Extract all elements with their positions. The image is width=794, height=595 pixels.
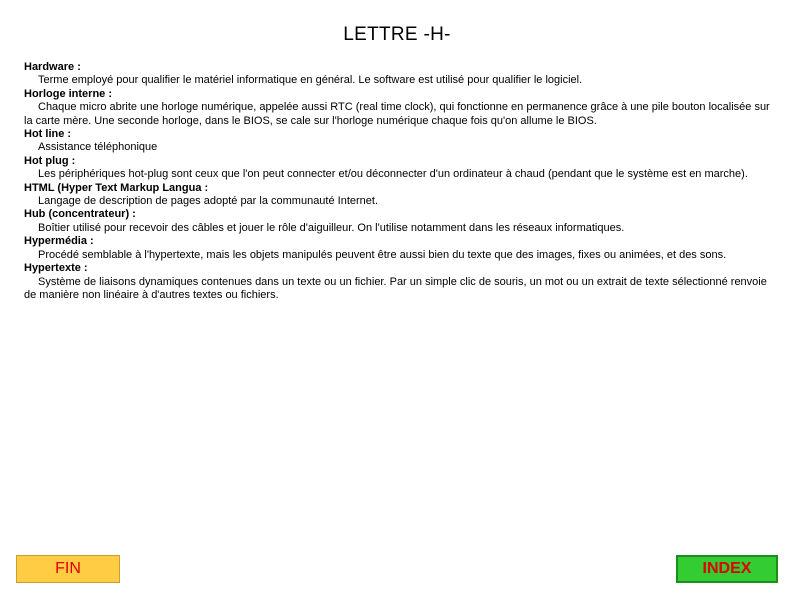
- entry-definition: Boîtier utilisé pour recevoir des câbles et jouer le rôle d'aiguilleur. On l'utilise notamment dans les réseaux informatiques.: [38, 221, 625, 234]
- entry-definition: Procédé semblable à l'hypertexte, mais les objets manipulés peuvent être aussi bien du texte que des images, fixes ou animées, et des sons.: [38, 248, 727, 261]
- entry-definition: Langage de description de pages adopté par la communauté Internet.: [38, 195, 379, 208]
- glossary: [24, 61, 770, 302]
- glossary-entry: [24, 262, 770, 302]
- entry-definition: Assistance téléphonique: [38, 141, 158, 154]
- glossary-entry: [24, 88, 770, 128]
- glossary-entry: [24, 128, 770, 155]
- entry-term: Horloge interne :: [24, 87, 113, 100]
- entry-term: Hot line :: [24, 128, 72, 141]
- entry-definition: Terme employé pour qualifier le matériel informatique en général. Le software est utilisé pour qualifier le logiciel.: [38, 74, 583, 87]
- entry-term: Hypermédia :: [24, 235, 94, 248]
- entry-definition: Les périphériques hot-plug sont ceux que l'on peut connecter et/ou déconnecter d'un ordinateur à chaud (pendant que le système est en marche).: [38, 168, 748, 181]
- glossary-entry: [24, 235, 770, 262]
- entry-term: Hot plug :: [24, 154, 76, 167]
- entry-term: Hub (concentrateur) :: [24, 208, 136, 221]
- glossary-entry: [24, 61, 770, 88]
- index-button[interactable]: INDEX: [676, 555, 778, 583]
- glossary-entry: [24, 208, 770, 235]
- entry-definition: Système de liaisons dynamiques contenues dans un texte ou un fichier. Par un simple clic de souris, un mot ou un extrait de texte sélectionné renvoie de manière non linéaire à d'autres textes ou fichiers.: [24, 275, 767, 301]
- entry-term: Hypertexte :: [24, 262, 88, 275]
- fin-button[interactable]: FIN: [16, 555, 120, 583]
- glossary-entry: [24, 182, 770, 209]
- entry-term: Hardware :: [24, 61, 81, 73]
- entry-definition: Chaque micro abrite une horloge numérique, appelée aussi RTC (real time clock), qui fonctionne en permanence grâce à une pile bouton localisée sur la carte mère. Une seconde horloge, dans le BIOS, se cale sur l'horloge numérique chaque fois qu'on allume le BIOS.: [24, 101, 770, 127]
- entry-term: HTML (Hyper Text Markup Langua :: [24, 181, 209, 194]
- glossary-entry: [24, 155, 770, 182]
- page-title: LETTRE -H-: [343, 24, 451, 45]
